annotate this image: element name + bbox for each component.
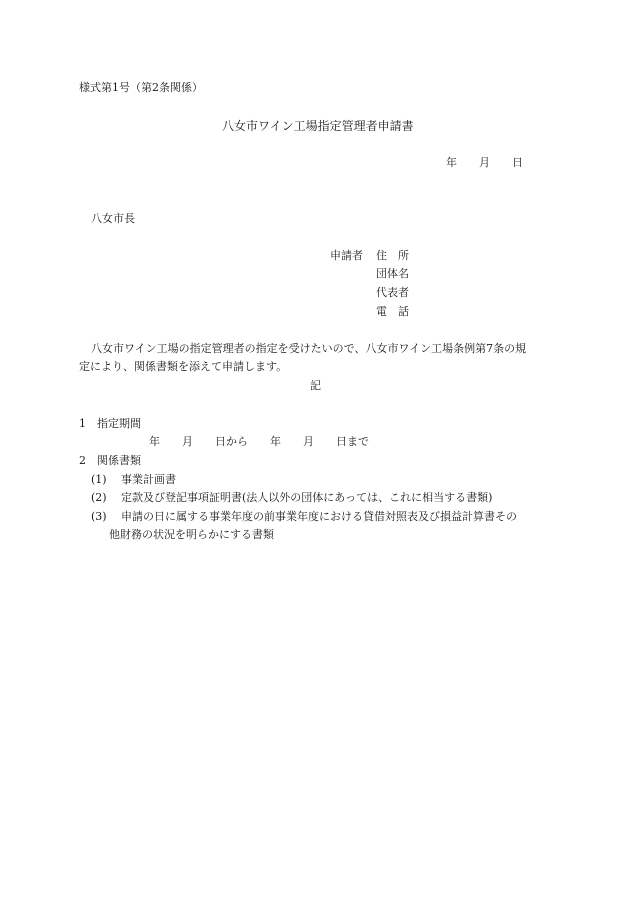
list-item-text: 定款及び登記事項証明書(法人以外の団体にあっては、これに相当する書類) xyxy=(121,491,493,504)
addressee: 八女市長 xyxy=(91,212,135,225)
phone-label: 電 話 xyxy=(376,305,409,318)
applicant-heading: 申請者 xyxy=(330,249,363,262)
date-line: 年 月 日 xyxy=(446,156,523,169)
period-range: 年 月 日から 年 月 日まで xyxy=(149,435,369,448)
body-line: 定により、関係書類を添えて申請します。 xyxy=(79,360,288,373)
representative-label: 代表者 xyxy=(376,286,409,299)
document-title: 八女市ワイン工場指定管理者申請書 xyxy=(222,119,414,133)
section-number: 2 xyxy=(79,454,86,467)
list-item-number: (3) xyxy=(91,510,107,523)
address-label: 住 所 xyxy=(376,249,409,262)
organization-label: 団体名 xyxy=(376,267,409,280)
section-number: 1 xyxy=(79,417,86,430)
section-label: 指定期間 xyxy=(97,417,141,430)
section-label: 関係書類 xyxy=(97,454,141,467)
body-line: 八女市ワイン工場の指定管理者の指定を受けたいので、八女市ワイン工場条例第7条の規 xyxy=(91,342,527,355)
list-item-continuation: 他財務の状況を明らかにする書類 xyxy=(109,528,274,541)
list-item-number: (2) xyxy=(91,491,107,504)
ki-heading: 記 xyxy=(310,379,321,392)
form-number: 様式第1号（第2条関係） xyxy=(79,81,203,94)
list-item-number: (1) xyxy=(91,473,107,486)
list-item-text: 申請の日に属する事業年度の前事業年度における貸借対照表及び損益計算書その xyxy=(121,510,517,523)
list-item-text: 事業計画書 xyxy=(121,473,176,486)
